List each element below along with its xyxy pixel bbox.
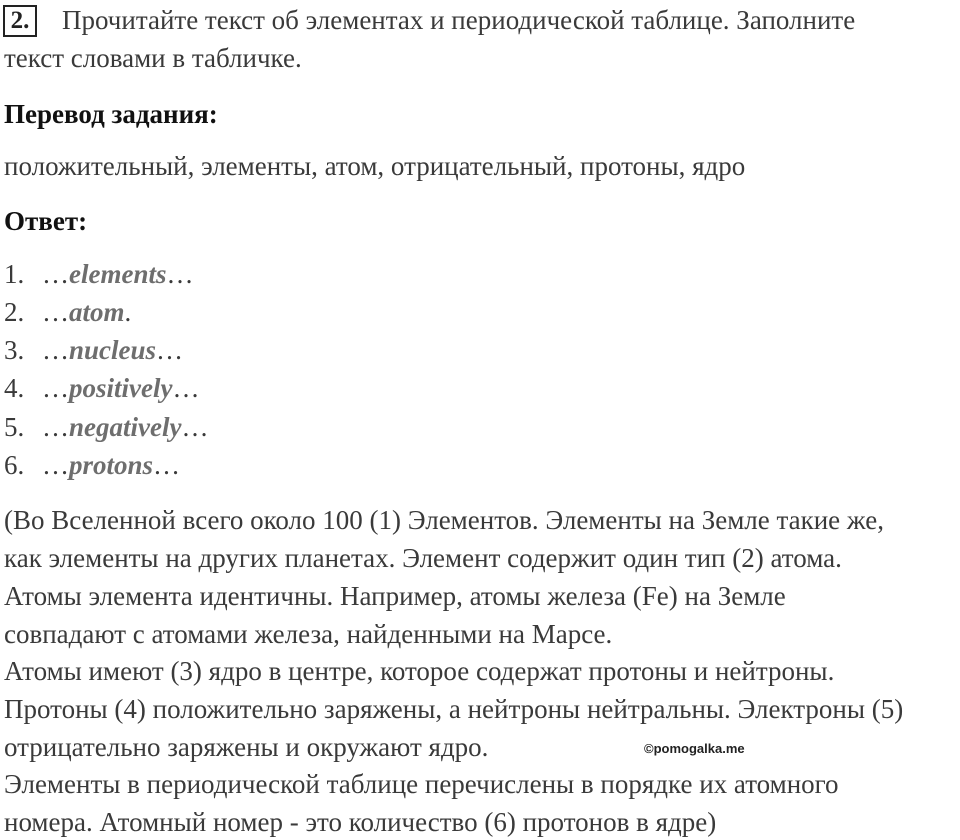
answer-item-post: …	[156, 335, 184, 365]
answer-item	[4, 332, 183, 368]
answer-item-pre: …	[42, 412, 69, 442]
paragraph-line: отрицательно заряжены и окружают ядро.	[4, 732, 489, 762]
paragraph-line: Атомы имеют (3) ядро в центре, которое содержат протоны и нейтроны.	[4, 656, 835, 686]
answer-item	[4, 447, 180, 483]
translation-heading: Перевод задания:	[4, 99, 218, 129]
answer-item-word: protons	[69, 450, 154, 480]
answer-item-word: positively	[69, 373, 173, 403]
answer-item	[4, 370, 199, 406]
answer-item-word: nucleus	[69, 335, 157, 365]
answer-item-pre: …	[42, 335, 69, 365]
answer-item-word: atom	[69, 297, 125, 327]
task-instruction-line-2: текст словами в табличке.	[4, 43, 302, 73]
paragraph-line: Атомы элемента идентичны. Например, атомы железа (Fe) на Земле	[4, 581, 786, 611]
answer-item-number: 5.	[4, 412, 25, 442]
answer-item-pre: …	[42, 373, 69, 403]
answer-item-post: .	[124, 297, 132, 327]
paragraph-line: совпадают с атомами железа, найденными на Марсе.	[4, 619, 613, 649]
answer-item-post: …	[181, 412, 209, 442]
paragraph-line: Протоны (4) положительно заряжены, а нейтроны нейтральны. Электроны (5)	[4, 694, 904, 724]
answer-item	[4, 256, 193, 292]
answer-item-post: …	[172, 373, 200, 403]
answer-item-pre: …	[42, 297, 69, 327]
answer-item-number: 2.	[4, 297, 25, 327]
answer-item-pre: …	[42, 259, 69, 289]
paragraph-line: Элементы в периодической таблице перечислены в порядке их атомного	[4, 769, 839, 799]
answer-item-post: …	[166, 259, 194, 289]
answer-item	[4, 294, 131, 330]
translation-text: положительный, элементы, атом, отрицательный, протоны, ядро	[4, 151, 746, 181]
answer-item-number: 3.	[4, 335, 25, 365]
answer-item-word: elements	[69, 259, 167, 289]
watermark: ©pomogalka.me	[644, 741, 745, 756]
answer-item	[4, 409, 208, 445]
answer-heading: Ответ:	[4, 206, 88, 236]
paragraph-line: номера. Атомный номер - это количество (6) протонов в ядре)	[4, 807, 717, 837]
task-instruction-line-1: Прочитайте текст об элементах и периодической таблице. Заполните	[62, 5, 856, 35]
answer-item-post: …	[153, 450, 181, 480]
answer-item-word: negatively	[69, 412, 182, 442]
task-number-box: 2.	[3, 5, 37, 37]
answer-item-number: 6.	[4, 450, 25, 480]
answer-item-pre: …	[42, 450, 69, 480]
paragraph-line: (Во Вселенной всего около 100 (1) Элементов. Элементы на Земле такие же,	[4, 505, 884, 535]
answer-item-number: 1.	[4, 259, 25, 289]
answer-item-number: 4.	[4, 373, 25, 403]
paragraph-line: как элементы на других планетах. Элемент содержит один тип (2) атома.	[4, 543, 842, 573]
